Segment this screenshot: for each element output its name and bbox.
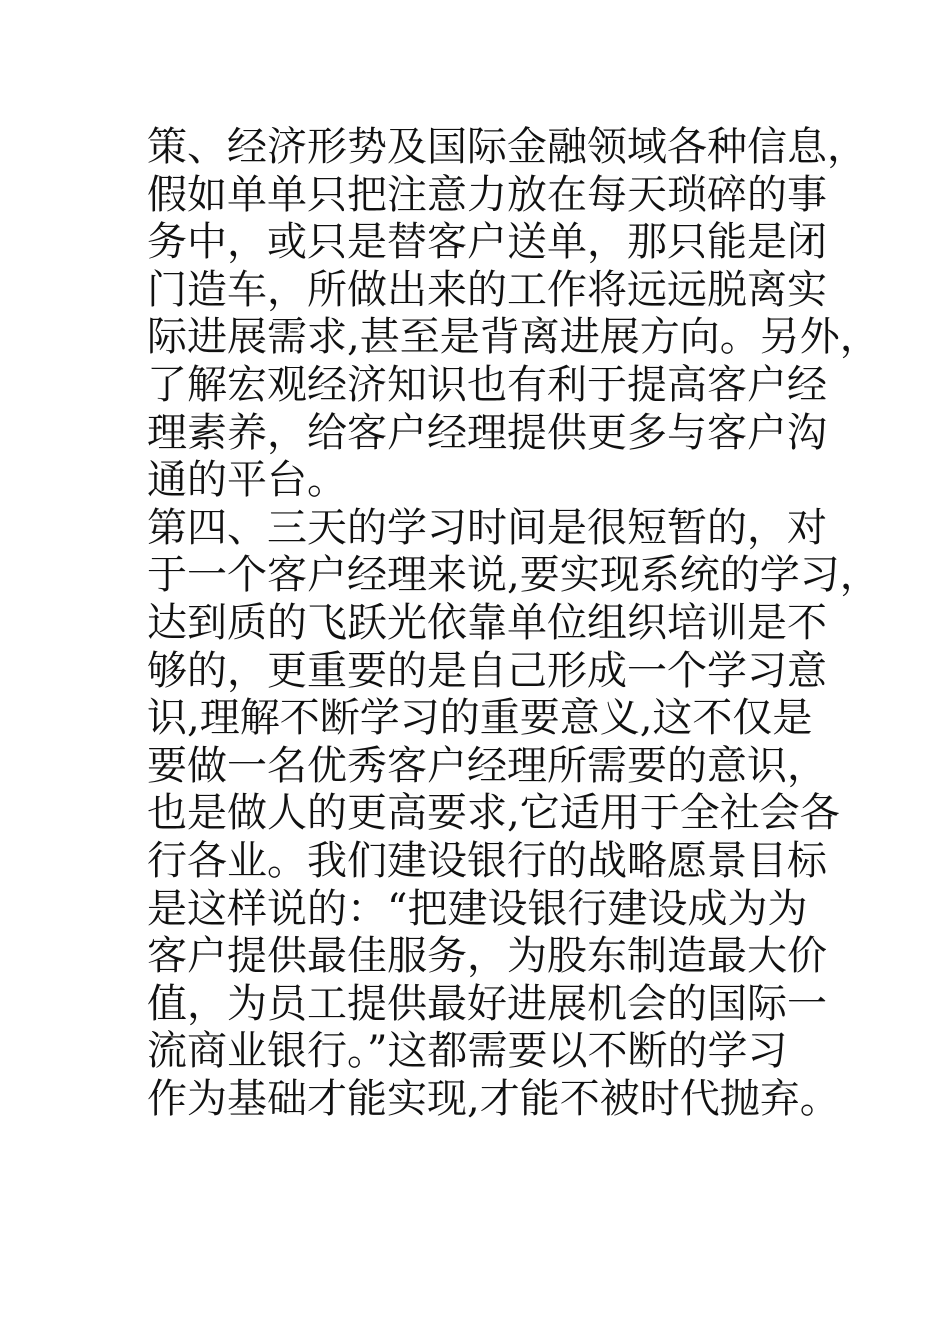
text-line: 也是做人的更高要求,它适用于全社会各 — [147, 790, 840, 837]
text-line: 门造车，所做出来的工作将远远脱离实 — [147, 266, 827, 313]
text-line: 理素养，给客户经理提供更多与客户沟 — [147, 409, 827, 456]
text-line: 流商业银行。”这都需要以不断的学习 — [147, 1028, 788, 1075]
text-line: 值，为员工提供最好进展机会的国际一 — [147, 980, 827, 1027]
text-line: 够的，更重要的是自己形成一个学习意 — [147, 647, 827, 694]
text-line: 识,理解不断学习的重要意义,这不仅是 — [147, 695, 813, 742]
text-line: 际进展需求,甚至是背离进展方向。另外， — [147, 314, 880, 361]
text-line: 了解宏观经济知识也有利于提高客户经 — [147, 361, 827, 408]
text-line: 通的平台。 — [147, 457, 347, 504]
text-line: 务中，或只是替客户送单，那只能是闭 — [147, 219, 827, 266]
text-line: 策、经济形势及国际金融领域各种信息， — [147, 124, 867, 170]
text-line: 客户提供最佳服务，为股东制造最大价 — [147, 933, 827, 980]
text-line: 第四、三天的学习时间是很短暂的，对 — [147, 504, 827, 551]
text-line: 假如单单只把注意力放在每天琐碎的事 — [147, 171, 827, 218]
text-line: 是这样说的：“把建设银行建设成为为 — [147, 885, 808, 932]
body-text — [147, 124, 880, 1123]
text-line: 行各业。我们建设银行的战略愿景目标 — [147, 837, 827, 884]
text-line: 要做一名优秀客户经理所需要的意识， — [147, 742, 827, 789]
text-line: 达到质的飞跃光依靠单位组织培训是不 — [147, 599, 827, 646]
text-line: 于一个客户经理来说,要实现系统的学习， — [147, 552, 880, 599]
text-line: 作为基础才能实现,才能不被时代抛弃。 — [147, 1075, 840, 1122]
